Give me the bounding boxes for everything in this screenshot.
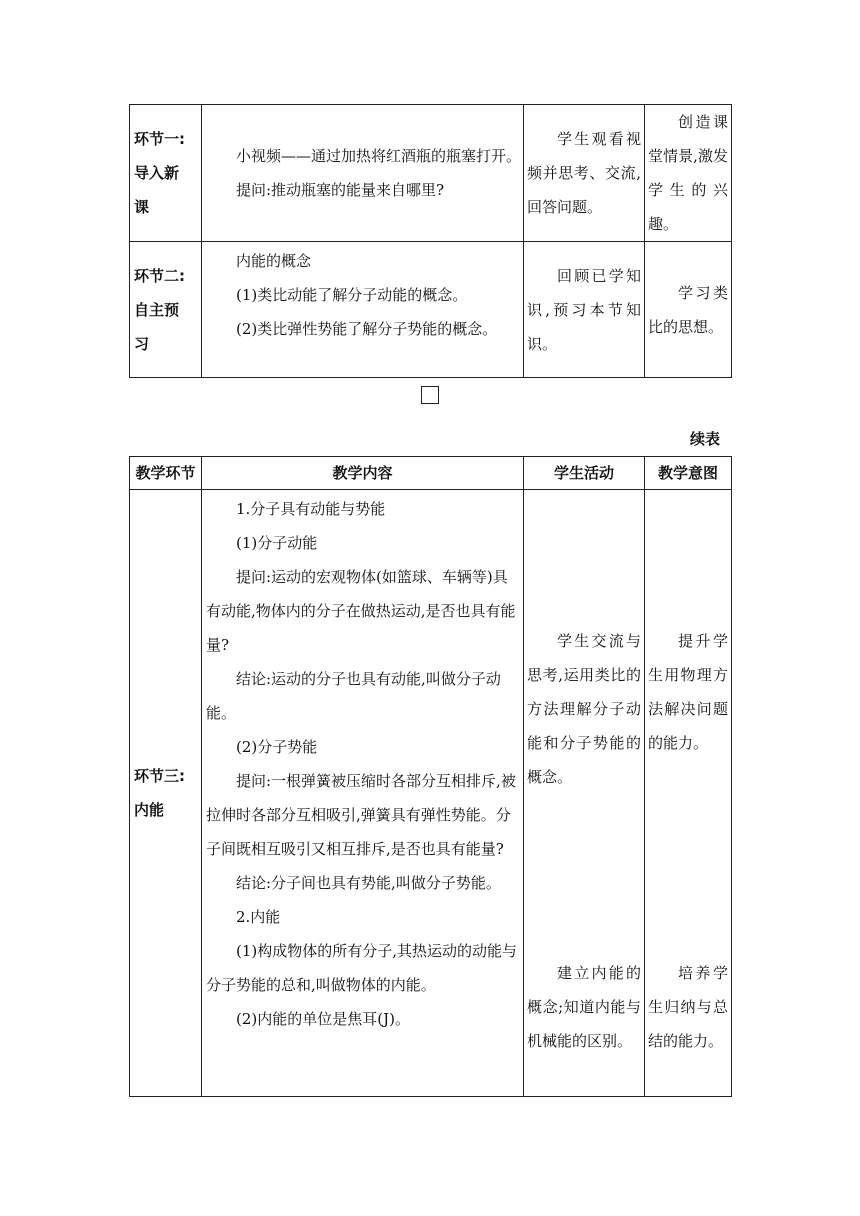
content-cell: 1.分子具有动能与势能 (1)分子动能 提问:运动的宏观物体(如篮球、车辆等)具有动能,物体内的分子在做热运动,是否也具有能量? 结论:运动的分子也具有动能,叫做分子动能。 (2)分子势能 提问:一根弹簧被压缩时各部分互相排斥,被拉伸时各部分互相吸引,弹簧具有弹性势能。分子间既相互吸引又相互排斥,是否也具有能量? 结论:分子间也具有势能,叫做分子势能。 2.内能 (1)构成物体的所有分子,其热运动的动能与分子势能的总和,叫做物体的内能。 (2)内能的单位是焦耳(J)。 [202, 490, 524, 1097]
continued-label: 续表 [690, 430, 721, 448]
table-row [130, 490, 732, 1097]
header-activity: 学生活动 [524, 457, 645, 490]
header-content: 教学内容 [202, 457, 524, 490]
stage-cell: 环节二: 自主预 习 [130, 242, 202, 378]
table-header-row [130, 457, 732, 490]
content-cell: 小视频——通过加热将红酒瓶的瓶塞打开。 提问:推动瓶塞的能量来自哪里? [202, 105, 524, 242]
activity-cell: 回顾已学知识,预习本节知识。 [524, 242, 645, 378]
intent-cell: 创造课堂情景,激发学生的兴趣。 [645, 105, 732, 242]
header-intent: 教学意图 [645, 457, 732, 490]
content-cell: 内能的概念 (1)类比动能了解分子动能的概念。 (2)类比弹性势能了解分子势能的概念。 [202, 242, 524, 378]
intent-cell: 学习类比的思想。 [645, 242, 732, 378]
intent-cell: 提升学生用物理方法解决问题的能力。 培养学生归纳与总结的能力。 [645, 490, 732, 1097]
activity-cell: 学生观看视频并思考、交流,回答问题。 [524, 105, 645, 242]
activity-cell: 学生交流与思考,运用类比的方法理解分子动能和分子势能的概念。 建立内能的概念;知道内能与机械能的区别。 [524, 490, 645, 1097]
lesson-table-part1 [129, 104, 732, 378]
stage-cell: 环节一: 导入新 课 [130, 105, 202, 242]
stage-cell: 环节三: 内能 [130, 490, 202, 1097]
placeholder-box-icon [421, 386, 439, 404]
lesson-table-part2 [129, 456, 732, 1097]
header-stage: 教学环节 [130, 457, 202, 490]
table-row [130, 242, 732, 378]
table-row [130, 105, 732, 242]
